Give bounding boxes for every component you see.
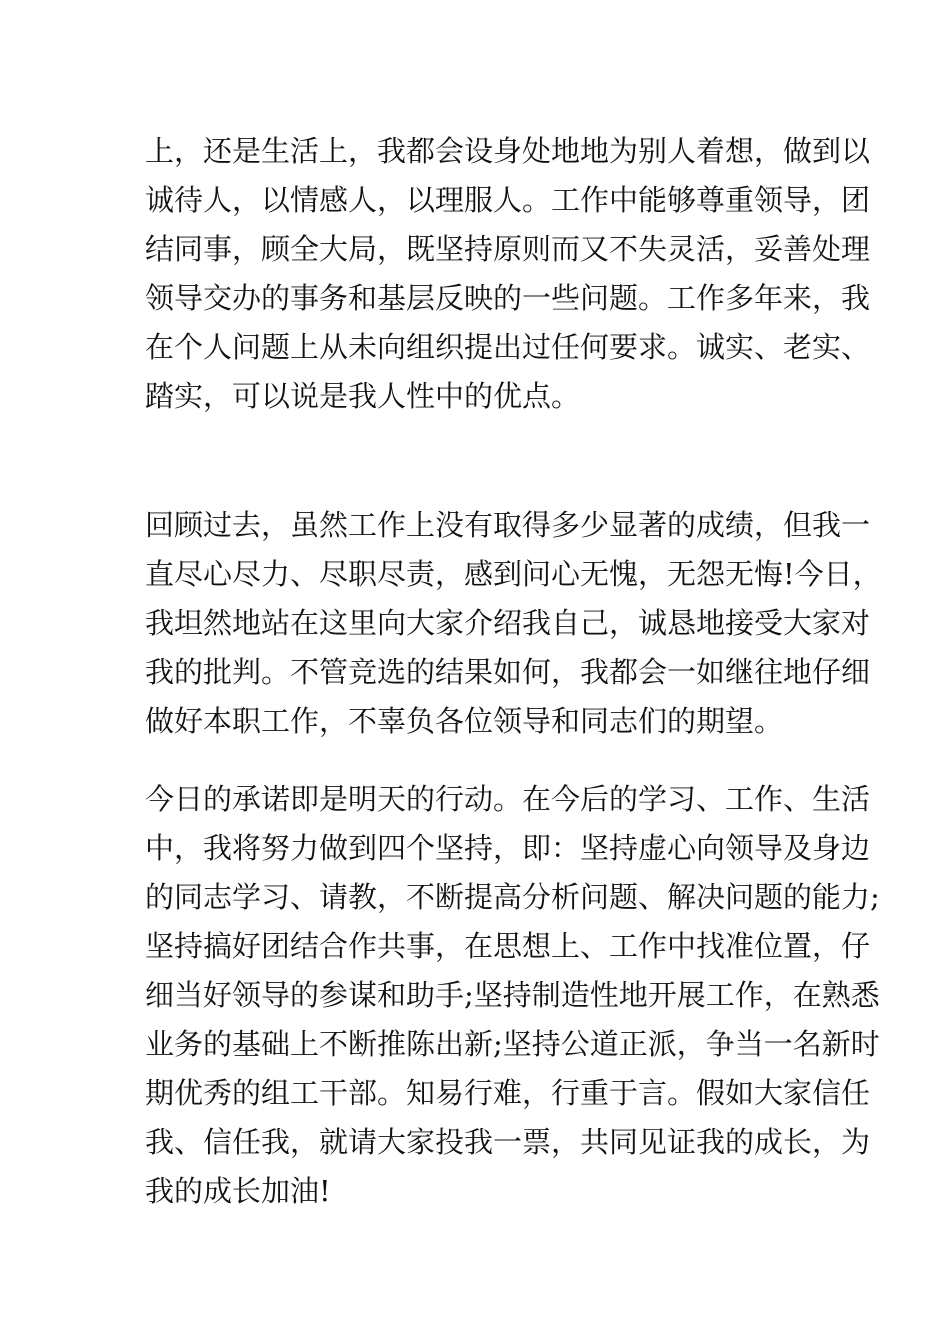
text-line: 今日的承诺即是明天的行动。在今后的学习、工作、生活 xyxy=(145,782,871,816)
text-line: 中，我将努力做到四个坚持，即：坚持虚心向领导及身边 xyxy=(145,831,871,865)
text-line: 诚待人，以情感人，以理服人。工作中能够尊重领导，团 xyxy=(145,183,871,217)
text-line: 我的成长加油! xyxy=(145,1174,331,1208)
text-line: 业务的基础上不断推陈出新;坚持公道正派，争当一名新时 xyxy=(145,1027,880,1061)
text-line: 上，还是生活上，我都会设身处地地为别人着想，做到以 xyxy=(145,134,871,168)
text-line: 直尽心尽力、尽职尽责，感到问心无愧，无怨无悔!今日， xyxy=(145,557,882,591)
text-line: 领导交办的事务和基层反映的一些问题。工作多年来，我 xyxy=(145,281,871,315)
paragraph-1 xyxy=(145,127,871,421)
text-line: 的同志学习、请教，不断提高分析问题、解决问题的能力; xyxy=(145,880,880,914)
text-line: 期优秀的组工干部。知易行难，行重于言。假如大家信任 xyxy=(145,1076,871,1110)
text-line: 回顾过去，虽然工作上没有取得多少显著的成绩，但我一 xyxy=(145,508,871,542)
text-line: 踏实，可以说是我人性中的优点。 xyxy=(145,379,581,413)
text-line: 我的批判。不管竞选的结果如何，我都会一如继往地仔细 xyxy=(145,655,871,689)
paragraph-3 xyxy=(145,775,880,1216)
text-line: 坚持搞好团结合作共事，在思想上、工作中找准位置，仔 xyxy=(145,929,871,963)
text-line: 做好本职工作，不辜负各位领导和同志们的期望。 xyxy=(145,704,784,738)
text-line: 我坦然地站在这里向大家介绍我自己，诚恳地接受大家对 xyxy=(145,606,871,640)
paragraph-2 xyxy=(145,501,882,746)
text-line: 结同事，顾全大局，既坚持原则而又不失灵活，妥善处理 xyxy=(145,232,871,266)
text-line: 在个人问题上从未向组织提出过任何要求。诚实、老实、 xyxy=(145,330,871,364)
text-line: 细当好领导的参谋和助手;坚持制造性地开展工作，在熟悉 xyxy=(145,978,880,1012)
text-line: 我、信任我，就请大家投我一票，共同见证我的成长，为 xyxy=(145,1125,871,1159)
